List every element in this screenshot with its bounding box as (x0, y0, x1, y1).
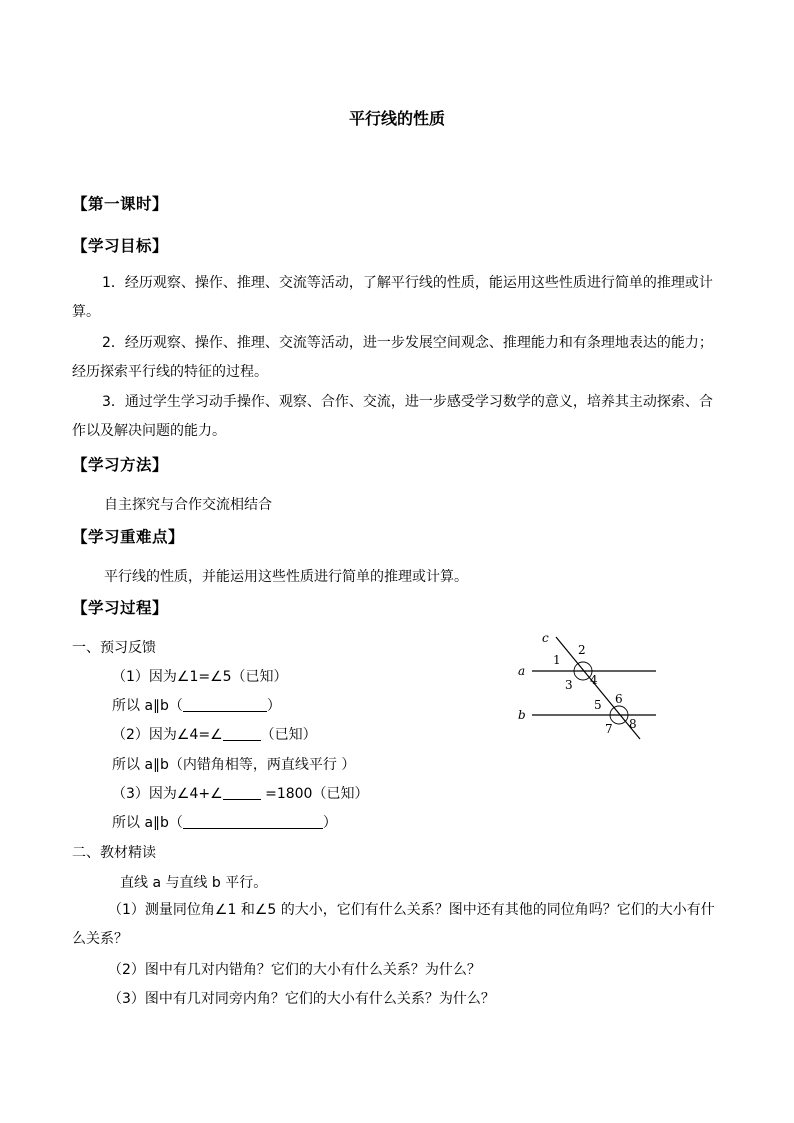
q1-answer-blank[interactable] (183, 697, 267, 712)
q3-answer-blank-2[interactable] (183, 814, 323, 829)
section1-q2-then: 所以 a∥b（内错角相等，两直线平行 ） (112, 757, 356, 773)
goal-item-3-text: 3．通过学生学习动手操作、观察、合作、交流，进一步感受学习数学的意义，培养其主动探索、合作以及解决问题的能力。 (72, 394, 713, 439)
keypoints-heading: 【学习重难点】 (72, 528, 185, 546)
section1-title: 一、预习反馈 (72, 640, 156, 656)
section1-q1-then (112, 695, 281, 715)
section1-q1: （1）因为∠1=∠5（已知） (112, 669, 288, 685)
keypoints-text: 平行线的性质，并能运用这些性质进行简单的推理或计算。 (104, 569, 468, 585)
goal-item-1-text: 1．经历观察、操作、推理、交流等活动，了解平行线的性质，能运用这些性质进行简单的推理或计算。 (72, 275, 713, 320)
parallel-lines-figure (512, 627, 662, 742)
q3-answer-blank[interactable] (223, 785, 261, 800)
method-heading: 【学习方法】 (72, 456, 169, 474)
label-b: b (518, 708, 526, 722)
section2-q2: （2）图中有几对内错角？它们的大小有什么关系？为什么？ (108, 962, 481, 978)
q2-text-end: （已知） (260, 727, 317, 743)
angle-label-1: 1 (553, 653, 561, 667)
method-text: 自主探究与合作交流相结合 (104, 497, 272, 513)
goal-item-2 (72, 329, 722, 387)
goal-item-1 (72, 269, 722, 327)
q3-then-text: 所以 a∥b（ (112, 815, 183, 831)
section1-q2 (112, 724, 317, 744)
angle-label-3: 3 (565, 678, 573, 692)
section2-title: 二、教材精读 (72, 845, 156, 861)
lesson-heading: 【第一课时】 (72, 195, 169, 213)
angle-label-6: 6 (615, 692, 623, 706)
label-c: c (542, 631, 549, 645)
section2-intro: 直线 a 与直线 b 平行。 (120, 875, 268, 891)
section1-q3 (112, 783, 368, 803)
label-a: a (518, 664, 526, 678)
angle-label-2: 2 (578, 643, 586, 657)
q3-then-close: ） (322, 815, 337, 831)
q1-then-close: ） (266, 698, 281, 714)
q3-text: （3）因为∠4+∠ (112, 786, 223, 802)
angle-label-5: 5 (594, 698, 602, 712)
goal-item-2-text: 2．经历观察、操作、推理、交流等活动，进一步发展空间观念、推理能力和有条理地表达的能力；经历探索平行线的特征的过程。 (72, 335, 713, 380)
angle-label-8: 8 (629, 717, 637, 731)
q2-text: （2）因为∠4=∠ (112, 727, 223, 743)
process-heading: 【学习过程】 (72, 599, 169, 617)
page-title: 平行线的性质 (348, 109, 445, 128)
section2-q1-text: （1）测量同位角∠1 和∠5 的大小，它们有什么关系？图中还有其他的同位角吗？它们的大小有什么关系？ (72, 902, 715, 947)
q2-answer-blank[interactable] (223, 726, 261, 741)
q3-text-end: =1800（已知） (260, 786, 369, 802)
goals-heading: 【学习目标】 (72, 237, 169, 255)
angle-label-7: 7 (605, 722, 613, 736)
goal-item-3 (72, 388, 722, 446)
section2-q3: （3）图中有几对同旁内角？它们的大小有什么关系？为什么？ (108, 991, 495, 1007)
section2-q1 (72, 896, 722, 954)
angle-label-4: 4 (590, 673, 598, 687)
section1-q3-then (112, 812, 337, 832)
q1-then-text: 所以 a∥b（ (112, 698, 183, 714)
